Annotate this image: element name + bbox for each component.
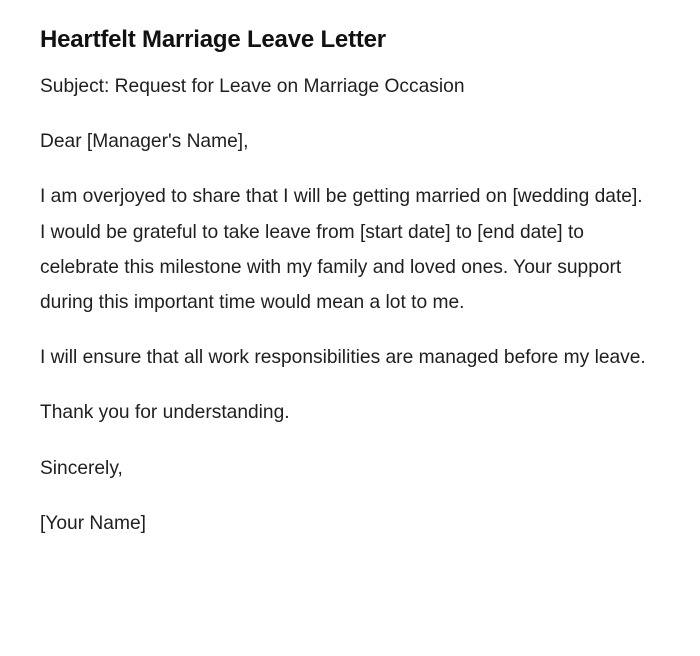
letter-body-paragraph: I am overjoyed to share that I will be getting married on [wedding date]. I would be grateful to take leave from [start date] to [end date] to celebrate this milestone with my family and loved ones. Your support during this important time would mean a lot to me. [40,186,643,314]
letter-thanks: Thank you for understanding. [40,402,290,424]
letter-document [40,23,650,561]
letter-signature: [Your Name] [40,512,146,534]
letter-title: Heartfelt Marriage Leave Letter [40,26,386,53]
letter-salutation: Dear [Manager's Name], [40,131,249,153]
letter-body-paragraph: I will ensure that all work responsibilities are managed before my leave. [40,347,646,369]
letter-closing: Sincerely, [40,457,123,479]
letter-subject: Subject: Request for Leave on Marriage Occasion [40,76,465,97]
